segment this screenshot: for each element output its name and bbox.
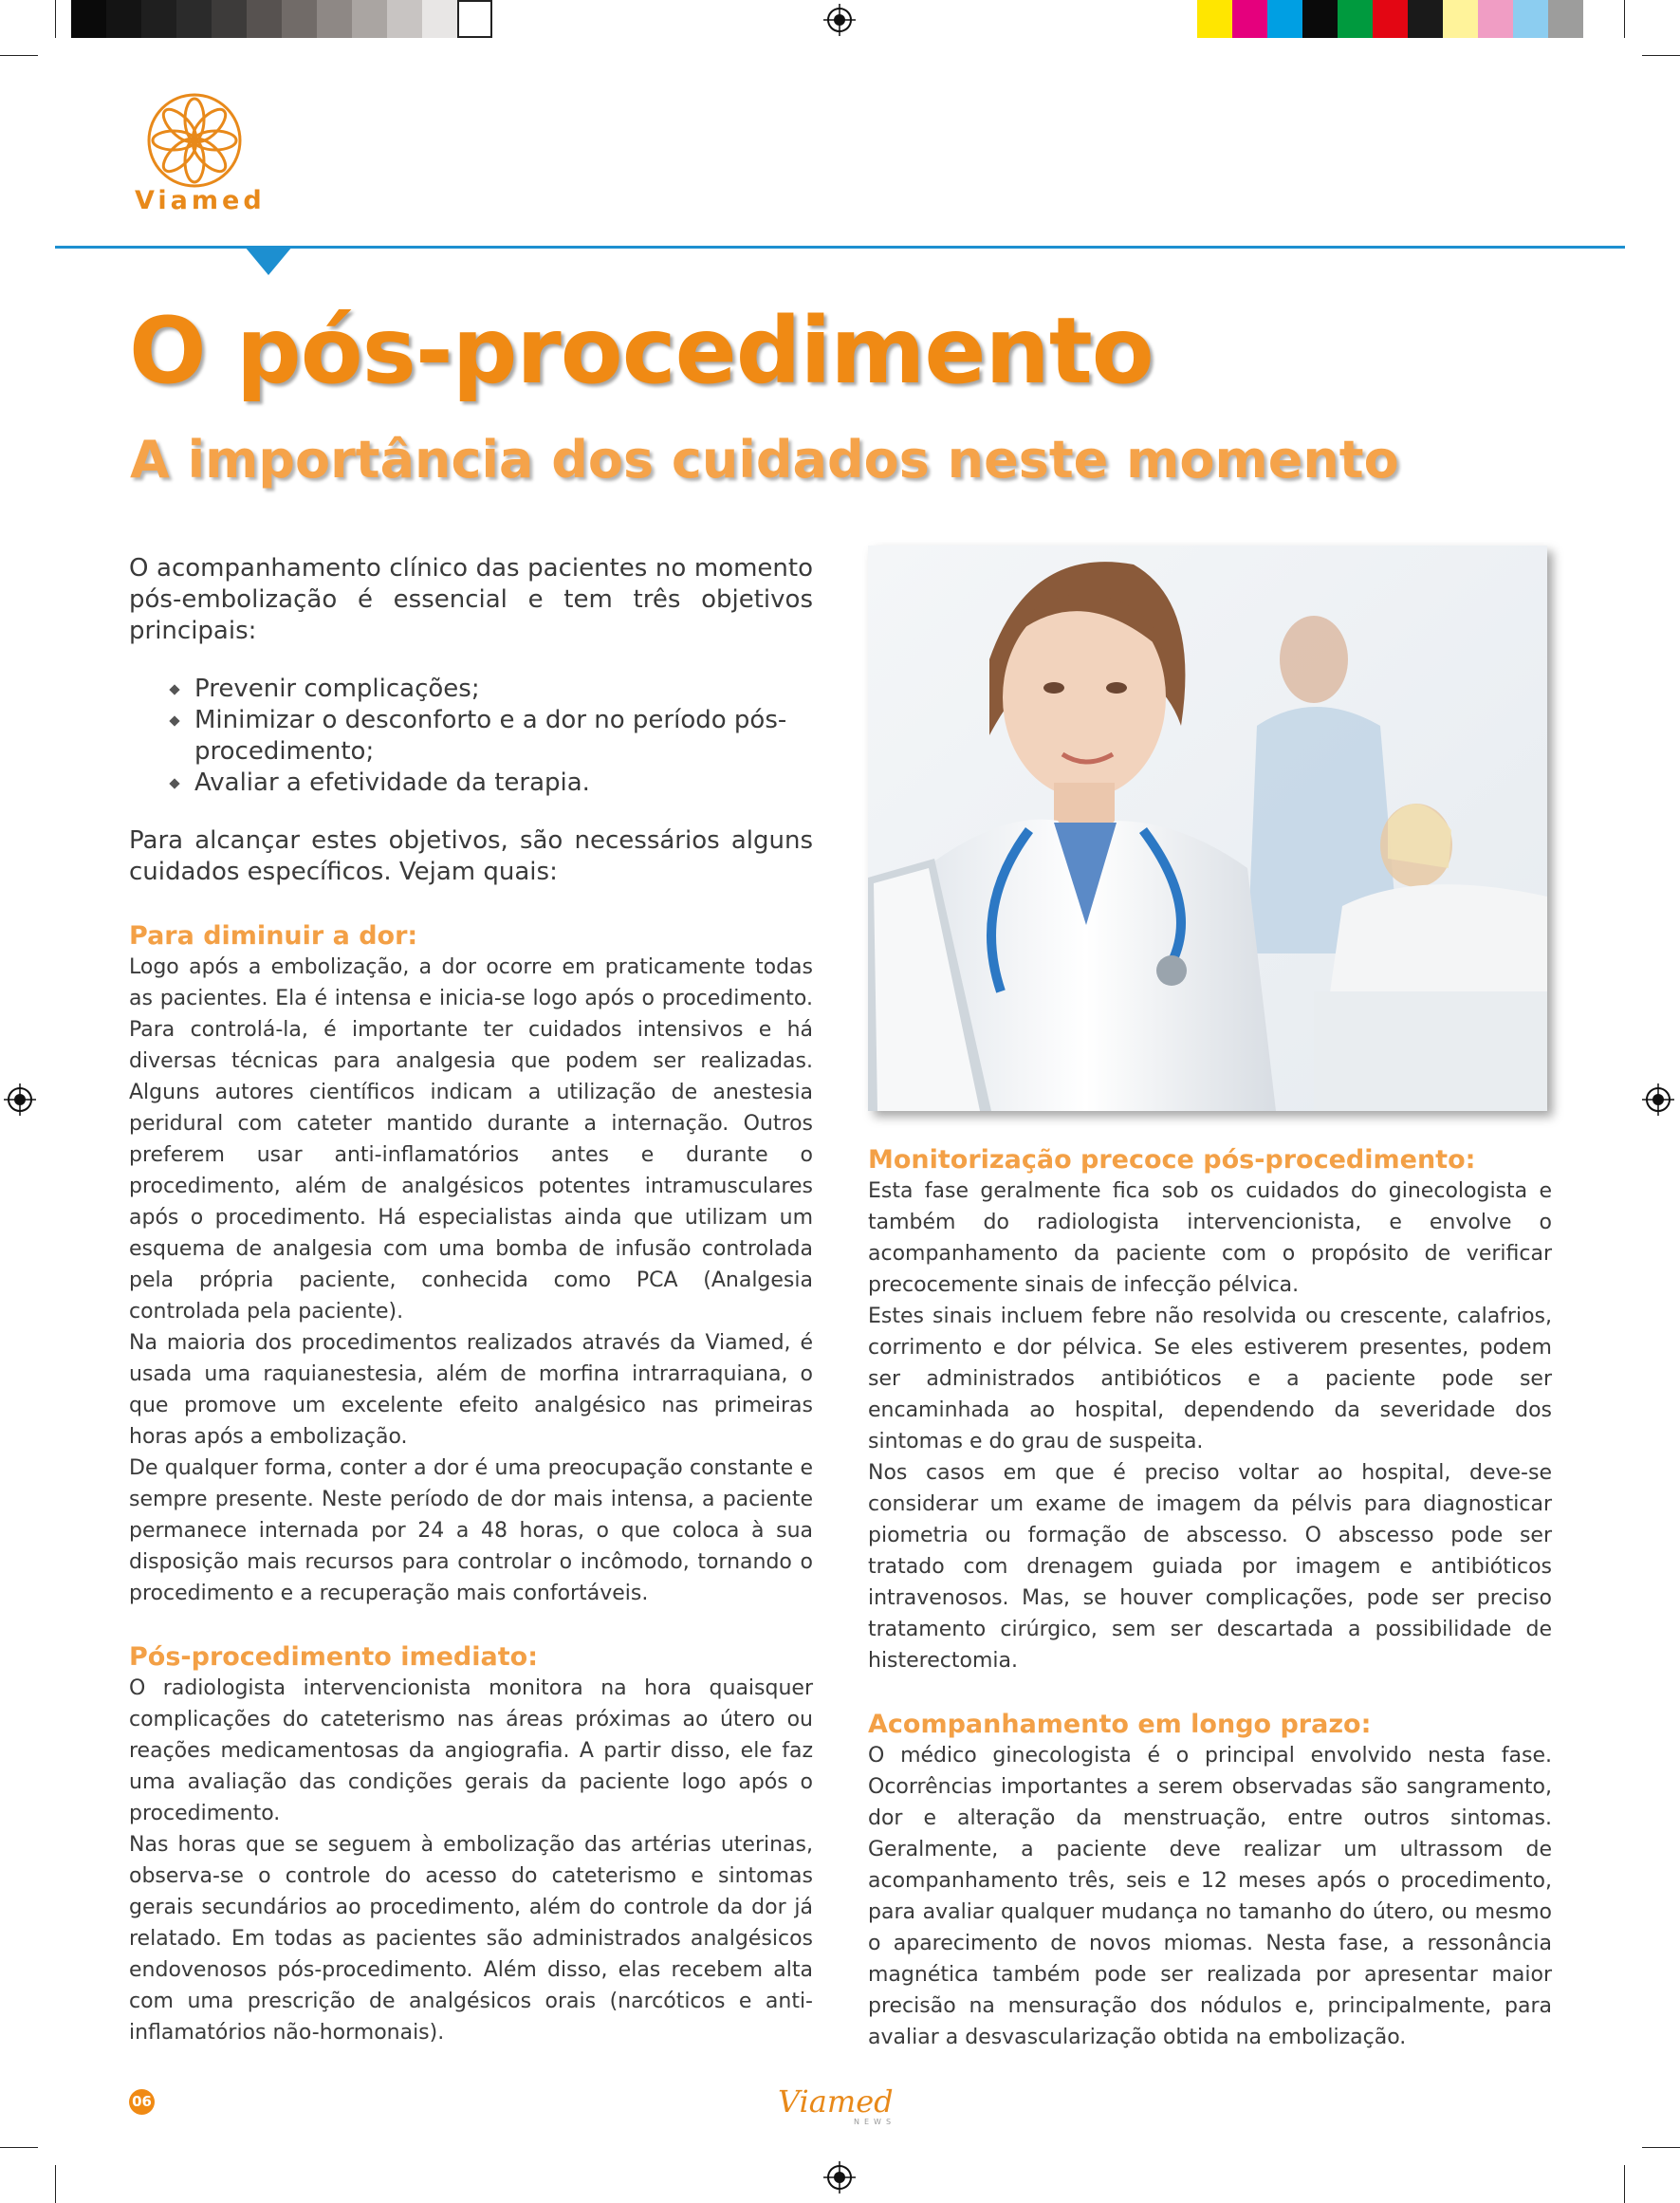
brand-name: Viamed bbox=[135, 186, 266, 215]
body-paragraph: De qualquer forma, conter a dor é uma preocupação constante e sempre presente. Neste período de dor mais intensa, a paciente permanece internada por 24 a 48 horas, o que coloca à sua disposição mais recursos para controlar o incômodo, tornando o procedimento e a recuperação mais confortáveis. bbox=[129, 1456, 813, 1605]
left-column bbox=[129, 553, 813, 2048]
body-paragraph: Estes sinais incluem febre não resolvida ou crescente, calafrios, corrimento e dor pélvica. Se eles estiverem presentes, podem ser administrados antibióticos e a paciente pode ser encaminhada ao hospital, dependendo da severidade dos sintomas e do grau de suspeita. bbox=[868, 1305, 1552, 1453]
footer-brand-sub: NEWS bbox=[854, 2118, 896, 2126]
intro-paragraph: O acompanhamento clínico das pacientes no momento pós-embolização é essencial e tem três objetivos principais: bbox=[129, 554, 813, 645]
registration-mark-icon bbox=[823, 2161, 856, 2194]
body-paragraph: Nas horas que se seguem à embolização das artérias uterinas, observa-se o controle do acesso do cateterismo e sintomas gerais secundários ao procedimento, além do controle da dor já relatado. Em todas as pacientes são administrados analgésicos endovenosos pós-procedimento. Além disso, elas recebem alta com uma prescrição de analgésicos orais (narcóticos e anti-inflamatórios não-hormonais). bbox=[129, 1833, 813, 2045]
body-paragraph: Nos casos em que é preciso voltar ao hospital, deve-se considerar um exame de imagem da pélvis para diagnosticar piometria ou formação de abscesso. O abscesso pode ser tratado com drenagem guiada por imagem e antibióticos intravenosos. Mas, se houver complicações, pode ser preciso tratamento cirúrgico, sem ser descartada a possibilidade de histerectomia. bbox=[868, 1461, 1552, 1673]
body-paragraph: Na maioria dos procedimentos realizados através da Viamed, é usada uma raquianestesia, além de morfina intrarraquiana, o que promove um excelente efeito analgésico nas primeiras horas após a embolização. bbox=[129, 1331, 813, 1449]
body-paragraph: Esta fase geralmente fica sob os cuidados do ginecologista e também do radiologista intervencionista, e envolve o acompanhamento da paciente com o propósito de verificar precocemente sinais de infecção pélvica. bbox=[868, 1179, 1552, 1297]
grayscale-color-bar bbox=[71, 0, 492, 38]
header-rule-notch bbox=[245, 247, 292, 279]
body-paragraph: O radiologista intervencionista monitora na hora quaisquer complicações do cateterismo nas áreas próximas ao útero ou reações medicamentosas da angiografia. A partir disso, ele faz uma avaliação das condições gerais da paciente logo após o procedimento. bbox=[129, 1676, 813, 1825]
crop-mark bbox=[1642, 55, 1680, 56]
crop-mark bbox=[1642, 2147, 1680, 2148]
page-number: 06 bbox=[129, 2089, 155, 2115]
crop-mark bbox=[1624, 2165, 1625, 2203]
intro-paragraph-2: Para alcançar estes objetivos, são necessários alguns cuidados específicos. Vejam quais: bbox=[129, 826, 813, 886]
crop-mark bbox=[0, 2147, 38, 2148]
doctor-with-stethoscope-photo bbox=[868, 546, 1547, 1111]
crop-mark bbox=[55, 2165, 56, 2203]
list-item: Avaliar a efetividade da terapia. bbox=[171, 768, 813, 799]
list-item: Prevenir complicações; bbox=[171, 674, 813, 705]
section-heading-early-monitoring: Monitorização precoce pós-procedimento: bbox=[868, 1145, 1476, 1175]
body-paragraph: Logo após a embolização, a dor ocorre em praticamente todas as pacientes. Ela é intensa e inicia-se logo após o procedimento. Para controlá-la, é importante ter cuidados intensivos e há diversas técnicas para analgesia que podem ser realizadas. Alguns autores científicos indicam a utilização de anestesia peridural com cateter mantido durante a internação. Outros preferem usar anti-inflamatórios antes e durante o procedimento, além de analgésicos potentes intramusculares após o procedimento. Há especialistas ainda que utilizam um esquema de analgesia com uma bomba de infusão controlada pela própria paciente, conhecida como PCA (Analgesia controlada pela paciente). bbox=[129, 955, 813, 1324]
flower-icon bbox=[145, 91, 244, 190]
registration-mark-icon bbox=[4, 1083, 36, 1116]
crop-mark bbox=[0, 55, 38, 56]
registration-mark-icon bbox=[823, 4, 856, 36]
crop-mark bbox=[1624, 0, 1625, 38]
section-heading-pain: Para diminuir a dor: bbox=[129, 921, 418, 951]
article-title: O pós-procedimento bbox=[129, 298, 1154, 404]
right-column bbox=[868, 1144, 1552, 2053]
crop-mark bbox=[55, 0, 56, 38]
registration-mark-icon bbox=[1642, 1083, 1674, 1116]
list-item: Minimizar o desconforto e a dor no período pós-procedimento; bbox=[171, 705, 813, 768]
body-paragraph: O médico ginecologista é o principal envolvido nesta fase. Ocorrências importantes a serem observadas são sangramento, dor e alteração da menstruação, entre outros sintomas. Geralmente, a paciente deve realizar um ultrassom de acompanhamento três, seis e 12 meses após o procedimento, para avaliar qualquer mudança no tamanho do útero, ou mesmo o aparecimento de novos miomas. Nesta fase, a ressonância magnética também pode ser realizada por apresentar maior precisão na mensuração dos nódulos e, principalmente, para avaliar a desvascularização obtida na embolização. bbox=[868, 1744, 1552, 2049]
article-subtitle: A importância dos cuidados neste momento bbox=[130, 430, 1399, 490]
section-heading-immediate: Pós-procedimento imediato: bbox=[129, 1642, 538, 1672]
section-heading-long-term: Acompanhamento em longo prazo: bbox=[868, 1710, 1372, 1739]
objectives-list bbox=[171, 674, 813, 799]
footer-brand: Viamed bbox=[778, 2083, 894, 2120]
cmyk-color-bar bbox=[1197, 0, 1583, 38]
